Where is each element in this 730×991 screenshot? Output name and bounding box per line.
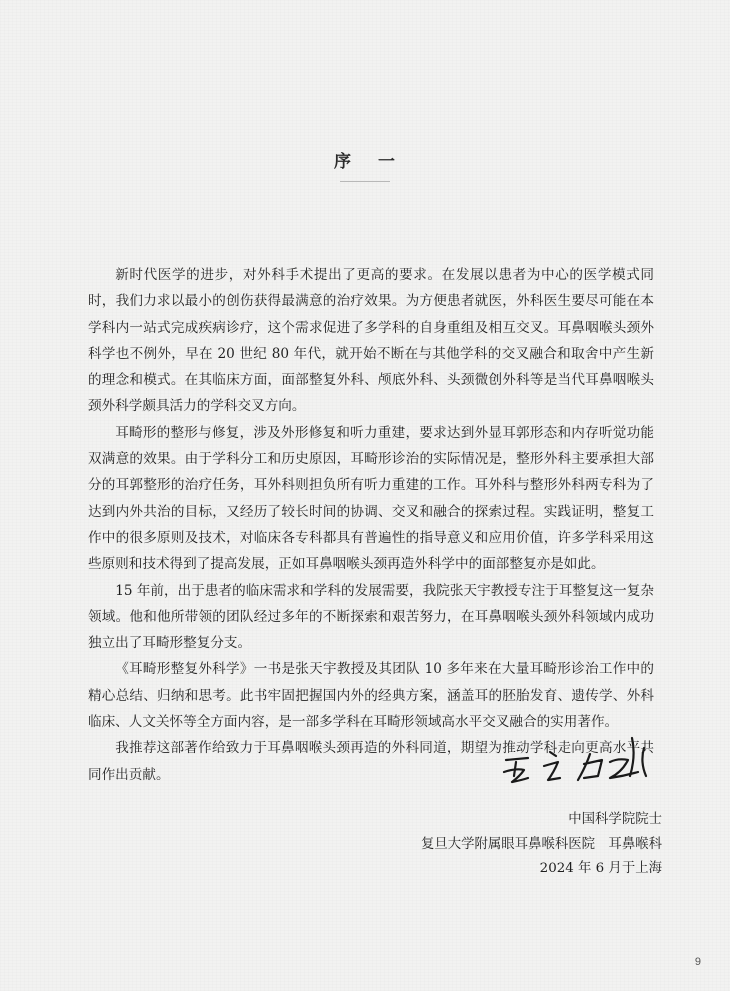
author-signature-block (421, 808, 662, 882)
preface-body (88, 262, 654, 788)
handwritten-signature (498, 732, 663, 792)
paragraph-4: 《耳畸形整复外科学》一书是张天宇教授及其团队 10 多年来在大量耳畸形诊治工作中的精心总结、归纳和思考。此书牢固把握国内外的经典方案，涵盖耳的胚胎发育、遗传学、外科临床、人文关怀等全方面内容，是一部多学科在耳畸形领域高水平交叉融合的实用著作。 (88, 661, 654, 731)
paragraph-5: 我推荐这部著作给致力于耳鼻咽喉头颈再造的外科同道，期望为推动学科走向更高水平共同作出贡献。 (88, 740, 654, 783)
title-char-2: 一 (378, 152, 396, 172)
title-char-1: 序 (334, 152, 352, 172)
page-number: 9 (694, 956, 701, 968)
author-title: 中国科学院院士 (568, 812, 662, 827)
paragraph-2: 耳畸形的整形与修复，涉及外形修复和听力重建，要求达到外显耳郭形态和内存听觉功能双满意的效果。由于学科分工和历史原因，耳畸形诊治的实际情况是，整形外科主要承担大部分的耳郭整形的治疗任务，耳外科则担负所有听力重建的工作。耳外科与整形外科两专科为了达到内外共治的目标，又经历了较长时间的协调、交叉和融合的探索过程。实践证明，整复工作中的很多原则及技术，对临床各专科都具有普遍性的指导意义和应用价值，许多学科采用这些原则和技术得到了提高发展，正如耳鼻咽喉头颈再造外科学中的面部整复亦是如此。 (88, 424, 654, 573)
paragraph-1: 新时代医学的进步，对外科手术提出了更高的要求。在发展以患者为中心的医学模式同时，我们力求以最小的创伤获得最满意的治疗效果。为方便患者就医，外科医生要尽可能在本学科内一站式完成疾病诊疗，这个需求促进了多学科的自身重组及相互交叉。耳鼻咽喉头颈外科学也不例外，早在 20 世纪 80 年代，就开始不断在与其他学科的交叉融合和取舍中产生新的理念和模式。在其临床方面，面部整复外科、颅底外科、头颈微创外科等是当代耳鼻咽喉头颈外科学颇具活力的学科交叉方向。 (88, 267, 654, 415)
paragraph-3: 15 年前，出于患者的临床需求和学科的发展需要，我院张天宇教授专注于耳整复这一复杂领域。他和他所带领的团队经过多年的不断探索和艰苦努力，在耳鼻咽喉头颈外科领域内成功独立出了耳畸形整复分支。 (88, 582, 654, 652)
title-underline-divider (340, 181, 390, 182)
page-title (0, 147, 730, 172)
author-date-place: 2024 年 6 月于上海 (539, 861, 662, 877)
author-affiliation: 复旦大学附属眼耳鼻喉科医院 耳鼻喉科 (420, 836, 662, 852)
